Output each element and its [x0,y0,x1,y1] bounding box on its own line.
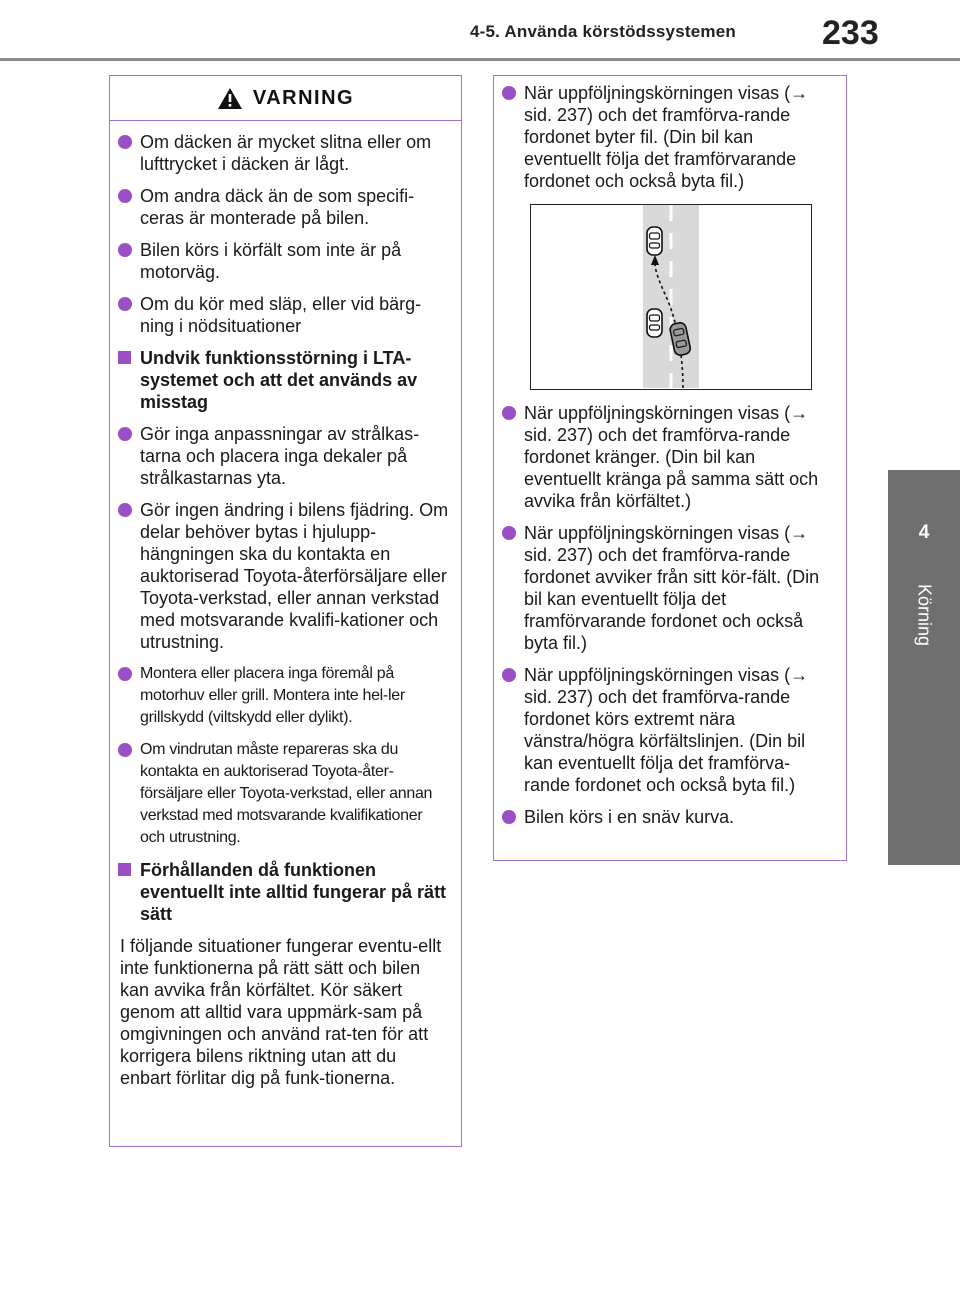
subsection-heading-text: Undvik funktionsstörning i LTA-systemet och att det används av misstag [140,348,418,412]
list-item [502,806,834,828]
warning-triangle-icon [217,87,243,110]
list-item [502,664,834,796]
square-bullet-icon [118,863,131,876]
lane-change-diagram [530,204,812,390]
page-number: 233 [822,14,879,52]
list-item [118,239,449,283]
list-item-text: När uppföljningskörningen visas (→ sid. 237) och det framförva-rande fordonet körs extremt nära vänstra/högra körfältslinjen. (Din bil kan eventuellt följa det framförva-rande fordonet och också byta fil.) [524,665,809,795]
list-item-text: Gör ingen ändring i bilens fjädring. Om delar behöver bytas i hjulupp-hängningen ska du kontakta en auktoriserad Toyota-återförsäljare eller Toyota-verkstad, eller annan verkstad med motsvarande kvalifi-kationer och utrustning. [140,500,449,652]
other-car-icon [647,309,662,337]
list-item [118,131,449,175]
paragraph: I följande situationer fungerar eventu-ellt inte funktionerna på rätt sätt och bilen kan avvika från körfältet. Kör säkert genom att alltid vara uppmärk-sam på omgivningen och använd rat-ten för att korrigera bilens riktning utan att du enbart förlitar dig på funk-tionerna. [120,936,442,1088]
list-item-text: När uppföljningskörningen visas (→ sid. 237) och det framförva-rande fordonet byter fil. (Din bil kan eventuellt följa det framförvarande fordonet och också byta fil.) [524,83,809,191]
bullet-icon [118,427,132,441]
chapter-number: 4 [918,522,930,543]
warning-header [110,76,461,121]
list-item [118,663,449,729]
list-item [502,522,834,654]
list-item-text: Om däcken är mycket slitna eller om lufttrycket i däcken är lågt. [140,132,432,174]
bullet-icon [118,503,132,517]
square-bullet-icon [118,351,131,364]
bullet-icon [502,668,516,682]
bullet-icon [118,743,132,757]
subsection-heading [118,347,449,413]
bullet-icon [118,667,132,681]
list-item-text: Om vindrutan måste repareras ska du kontakta en auktoriserad Toyota-åter-försäljare eller Toyota-verkstad, eller annan verkstad med motsvarande kvalifikationer och utrustning. [140,741,433,846]
list-item-text: Montera eller placera inga föremål på motorhuv eller grill. Montera inte hel-ler grillskydd (viltskydd eller dylikt). [140,665,405,726]
subsection-heading [118,859,449,925]
chapter-tab [888,470,960,865]
warning-content-left [110,131,461,1089]
chapter-label-wrap [888,584,960,784]
bullet-icon [118,243,132,257]
bullet-icon [118,297,132,311]
list-item [502,82,834,192]
list-item-text: Bilen körs i en snäv kurva. [524,807,735,827]
list-item-text: Gör inga anpassningar av strålkas-tarna och placera inga dekaler på strålkastarnas yta. [140,424,420,488]
lane-change-illustration [531,205,810,388]
list-item [118,185,449,229]
list-item [118,423,449,489]
lead-car-icon [647,227,662,255]
bullet-icon [118,189,132,203]
list-item [118,499,449,653]
bullet-icon [502,86,516,100]
list-item-text: Bilen körs i körfält som inte är på motorväg. [140,240,402,282]
list-item [118,739,449,849]
bullet-icon [502,526,516,540]
warning-box-right [493,75,847,861]
list-item-text: Om andra däck än de som specifi-ceras är monterade på bilen. [140,186,415,228]
list-item-text: När uppföljningskörningen visas (→ sid. 237) och det framförva-rande fordonet kränger. (Din bil kan eventuellt kränga på samma sätt och avvika från körfältet.) [524,403,819,511]
bullet-icon [502,406,516,420]
warning-title: VARNING [252,86,355,109]
warning-content-right [494,76,846,828]
header-divider [0,58,960,61]
section-title: 4-5. Använda körstödssystemen [470,22,736,41]
list-item [502,402,834,512]
list-item-text: Om du kör med släp, eller vid bärg-ning i nödsituationer [140,294,422,336]
list-item [118,293,449,337]
subsection-heading-text: Förhållanden då funktionen eventuellt inte alltid fungerar på rätt sätt [140,860,447,924]
list-item-text: När uppföljningskörningen visas (→ sid. 237) och det framförva-rande fordonet avviker från sitt kör-fält. (Din bil kan eventuellt följa det framförvarande fordonet och också byta fil.) [524,523,820,653]
warning-box-left [109,75,462,1147]
bullet-icon [502,810,516,824]
bullet-icon [118,135,132,149]
chapter-label: Körning [914,584,935,647]
